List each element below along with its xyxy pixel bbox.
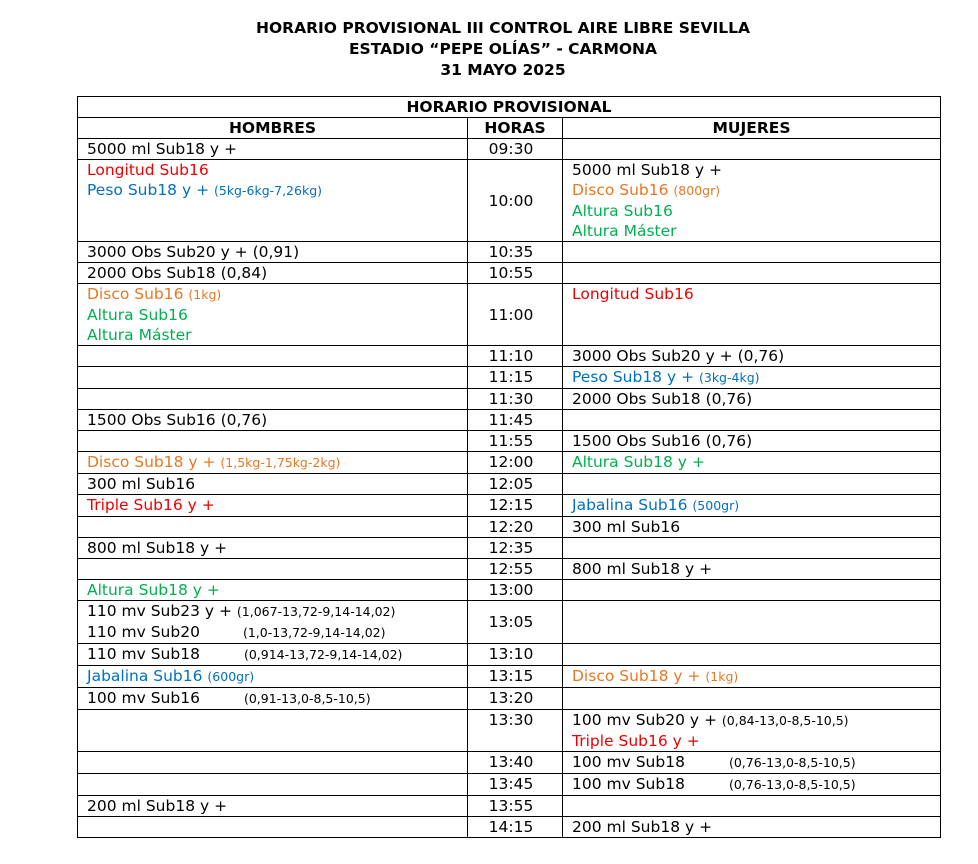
cell-hora: 11:10 [468, 346, 563, 367]
event-name: Altura Sub16 [572, 202, 673, 220]
event-detail: (0,76-13,0-8,5-10,5) [728, 777, 856, 792]
table-title: HORARIO PROVISIONAL [78, 97, 941, 118]
event-name: Triple Sub16 y + [87, 496, 215, 514]
event-name: 110 mv Sub20 [87, 623, 200, 641]
table-row [78, 431, 941, 452]
cell-mujeres [563, 601, 941, 644]
cell-hora: 10:00 [468, 160, 563, 242]
cell-hombres [78, 666, 468, 688]
table-row [78, 242, 941, 263]
event-name: 3000 Obs Sub20 y + (0,76) [572, 347, 785, 365]
cell-hombres [78, 710, 468, 752]
cell-mujeres [563, 367, 941, 389]
table-row [78, 495, 941, 517]
event-m [572, 367, 940, 388]
cell-mujeres [563, 710, 941, 752]
event-name: 800 ml Sub18 y + [87, 539, 228, 557]
cell-mujeres [563, 431, 941, 452]
event-detail: (600gr) [207, 669, 255, 684]
event-name: 2000 Obs Sub18 (0,76) [572, 390, 753, 408]
cell-mujeres [563, 817, 941, 838]
cell-mujeres [563, 495, 941, 517]
event-m [572, 284, 940, 304]
event-name: 100 mv Sub18 [572, 775, 685, 793]
cell-hombres [78, 559, 468, 580]
event-name: 110 mv Sub18 [87, 645, 200, 663]
cell-mujeres [563, 666, 941, 688]
cell-mujeres [563, 452, 941, 474]
cell-hora: 13:40 [468, 752, 563, 774]
cell-hombres [78, 160, 468, 242]
cell-hombres [78, 796, 468, 817]
event-m [572, 431, 940, 451]
event-name: 2000 Obs Sub18 (0,84) [87, 264, 268, 282]
document-header [0, 18, 978, 81]
event-m [572, 710, 940, 731]
event-h [87, 452, 467, 473]
column-header-hombres: HOMBRES [78, 118, 468, 139]
table-row [78, 517, 941, 538]
event-m [572, 817, 940, 837]
header-title: HORARIO PROVISIONAL III CONTROL AIRE LIBRE SEVILLA [255, 19, 751, 37]
cell-hora: 12:00 [468, 452, 563, 474]
cell-mujeres [563, 139, 941, 160]
cell-hombres [78, 367, 468, 389]
table-row [78, 538, 941, 559]
table-row [78, 774, 941, 796]
table-row [78, 284, 941, 346]
cell-hombres [78, 389, 468, 410]
cell-hombres [78, 452, 468, 474]
column-header-mujeres: MUJERES [563, 118, 941, 139]
schedule-body [78, 139, 941, 838]
event-h [87, 474, 467, 494]
cell-mujeres [563, 284, 941, 346]
table-row [78, 710, 941, 752]
event-m [572, 731, 940, 751]
event-detail: (1kg) [188, 287, 222, 302]
table-row [78, 410, 941, 431]
event-name: Altura Sub16 [87, 306, 188, 324]
cell-mujeres [563, 559, 941, 580]
event-h [87, 666, 467, 687]
event-name: 110 mv Sub23 y + [87, 602, 237, 620]
cell-mujeres [563, 263, 941, 284]
cell-mujeres [563, 389, 941, 410]
event-h [87, 242, 467, 262]
event-name: 3000 Obs Sub20 y + (0,91) [87, 243, 300, 261]
event-name: 200 ml Sub18 y + [87, 797, 228, 815]
event-m [572, 160, 940, 180]
cell-hombres [78, 817, 468, 838]
cell-hora: 11:00 [468, 284, 563, 346]
table-row [78, 580, 941, 601]
event-detail: (0,914-13,72-9,14-14,02) [243, 647, 403, 662]
event-m [572, 495, 940, 516]
event-name: Peso Sub18 y + [87, 181, 214, 199]
cell-mujeres [563, 752, 941, 774]
table-header-row [78, 118, 941, 139]
cell-hombres [78, 410, 468, 431]
cell-hombres [78, 431, 468, 452]
table-row [78, 263, 941, 284]
event-name: 100 mv Sub16 [87, 689, 200, 707]
event-name: Disco Sub16 [572, 181, 674, 199]
event-detail: (3kg-4kg) [698, 370, 760, 385]
cell-hombres [78, 752, 468, 774]
event-name: 1500 Obs Sub16 (0,76) [87, 411, 268, 429]
event-h [87, 580, 467, 600]
header-venue: ESTADIO “PEPE OLÍAS” - CARMONA [348, 40, 658, 58]
event-detail: (1,067-13,72-9,14-14,02) [236, 604, 396, 619]
event-name: Longitud Sub16 [87, 161, 209, 179]
event-detail: (500gr) [692, 498, 740, 513]
table-row [78, 796, 941, 817]
event-name: 100 mv Sub20 y + [572, 711, 722, 729]
cell-hora: 13:10 [468, 644, 563, 666]
cell-hombres [78, 284, 468, 346]
cell-hora: 11:15 [468, 367, 563, 389]
cell-hora: 13:00 [468, 580, 563, 601]
cell-hora: 13:20 [468, 688, 563, 710]
cell-hombres [78, 601, 468, 644]
cell-mujeres [563, 688, 941, 710]
event-h [87, 160, 467, 180]
cell-mujeres [563, 517, 941, 538]
event-name: 300 ml Sub16 [87, 475, 196, 493]
event-name: Longitud Sub16 [572, 285, 694, 303]
event-h [87, 538, 467, 558]
schedule-table [77, 96, 941, 838]
table-row [78, 389, 941, 410]
event-h [87, 284, 467, 305]
table-row [78, 474, 941, 495]
event-h [87, 495, 467, 515]
cell-mujeres [563, 242, 941, 263]
cell-mujeres [563, 160, 941, 242]
event-name: Altura Sub18 y + [87, 581, 220, 599]
cell-hora: 12:05 [468, 474, 563, 495]
event-m [572, 201, 940, 221]
cell-mujeres [563, 346, 941, 367]
event-name: Altura Sub18 y + [572, 453, 705, 471]
table-row [78, 346, 941, 367]
cell-hombres [78, 538, 468, 559]
event-detail: (1,0-13,72-9,14-14,02) [242, 625, 386, 640]
table-row [78, 601, 941, 644]
event-detail: (0,76-13,0-8,5-10,5) [728, 755, 856, 770]
table-row [78, 644, 941, 666]
table-row [78, 688, 941, 710]
cell-mujeres [563, 644, 941, 666]
cell-hombres [78, 774, 468, 796]
cell-hombres [78, 242, 468, 263]
event-name: Disco Sub18 y + [87, 453, 221, 471]
event-name: Disco Sub16 [87, 285, 189, 303]
cell-hombres [78, 346, 468, 367]
event-name: 100 mv Sub18 [572, 753, 685, 771]
event-m [572, 774, 940, 795]
cell-hora: 09:30 [468, 139, 563, 160]
event-detail: (5kg-6kg-7,26kg) [213, 183, 323, 198]
event-h [87, 410, 467, 430]
cell-hora: 10:55 [468, 263, 563, 284]
cell-hombres [78, 474, 468, 495]
event-detail: (0,91-13,0-8,5-10,5) [243, 691, 371, 706]
cell-hora: 11:45 [468, 410, 563, 431]
table-row [78, 367, 941, 389]
event-detail: (1,5kg-1,75kg-2kg) [220, 455, 341, 470]
cell-hombres [78, 495, 468, 517]
cell-hora: 12:35 [468, 538, 563, 559]
event-h [87, 263, 467, 283]
event-h [87, 688, 467, 709]
column-header-horas: HORAS [468, 118, 563, 139]
event-name: Altura Máster [572, 222, 677, 240]
cell-hora: 13:30 [468, 710, 563, 752]
table-row [78, 139, 941, 160]
event-h [87, 622, 467, 643]
event-m [572, 180, 940, 201]
cell-hora: 14:15 [468, 817, 563, 838]
event-h [87, 325, 467, 345]
cell-mujeres [563, 580, 941, 601]
event-detail: (0,84-13,0-8,5-10,5) [721, 713, 849, 728]
cell-mujeres [563, 796, 941, 817]
event-name: 200 ml Sub18 y + [572, 818, 713, 836]
cell-mujeres [563, 538, 941, 559]
cell-hombres [78, 139, 468, 160]
cell-hora: 11:55 [468, 431, 563, 452]
event-m [572, 666, 940, 687]
cell-hombres [78, 263, 468, 284]
event-h [87, 796, 467, 816]
table-row [78, 559, 941, 580]
table-row [78, 752, 941, 774]
event-name: 5000 ml Sub18 y + [572, 161, 722, 179]
cell-hombres [78, 644, 468, 666]
cell-hora: 12:20 [468, 517, 563, 538]
event-name: Triple Sub16 y + [572, 732, 700, 750]
event-name: Peso Sub18 y + [572, 368, 699, 386]
event-h [87, 305, 467, 325]
event-m [572, 221, 940, 241]
event-name: Jabalina Sub16 [87, 667, 208, 685]
cell-hora: 13:45 [468, 774, 563, 796]
table-row [78, 160, 941, 242]
cell-hombres [78, 517, 468, 538]
event-detail: (1kg) [705, 669, 739, 684]
event-detail: (800gr) [673, 183, 721, 198]
event-m [572, 517, 940, 537]
cell-mujeres [563, 410, 941, 431]
table-row [78, 452, 941, 474]
event-h [87, 601, 467, 622]
cell-hora: 12:55 [468, 559, 563, 580]
event-name: Altura Máster [87, 326, 192, 344]
event-name: 5000 ml Sub18 y + [87, 140, 237, 158]
event-name: Disco Sub18 y + [572, 667, 706, 685]
cell-mujeres [563, 474, 941, 495]
event-h [87, 139, 467, 159]
cell-hombres [78, 688, 468, 710]
event-name: Jabalina Sub16 [572, 496, 693, 514]
event-m [572, 346, 940, 366]
cell-hora: 11:30 [468, 389, 563, 410]
cell-hora: 10:35 [468, 242, 563, 263]
event-m [572, 452, 940, 472]
event-m [572, 559, 940, 579]
table-row [78, 666, 941, 688]
event-m [572, 752, 940, 773]
cell-hora: 12:15 [468, 495, 563, 517]
event-m [572, 389, 940, 409]
cell-hora: 13:55 [468, 796, 563, 817]
header-date: 31 MAYO 2025 [440, 61, 566, 79]
cell-mujeres [563, 774, 941, 796]
event-h [87, 644, 467, 665]
event-name: 300 ml Sub16 [572, 518, 681, 536]
event-name: 1500 Obs Sub16 (0,76) [572, 432, 753, 450]
table-title-row [78, 97, 941, 118]
cell-hora: 13:15 [468, 666, 563, 688]
table-row [78, 817, 941, 838]
event-h [87, 180, 467, 201]
cell-hora: 13:05 [468, 601, 563, 644]
event-name: 800 ml Sub18 y + [572, 560, 713, 578]
cell-hombres [78, 580, 468, 601]
